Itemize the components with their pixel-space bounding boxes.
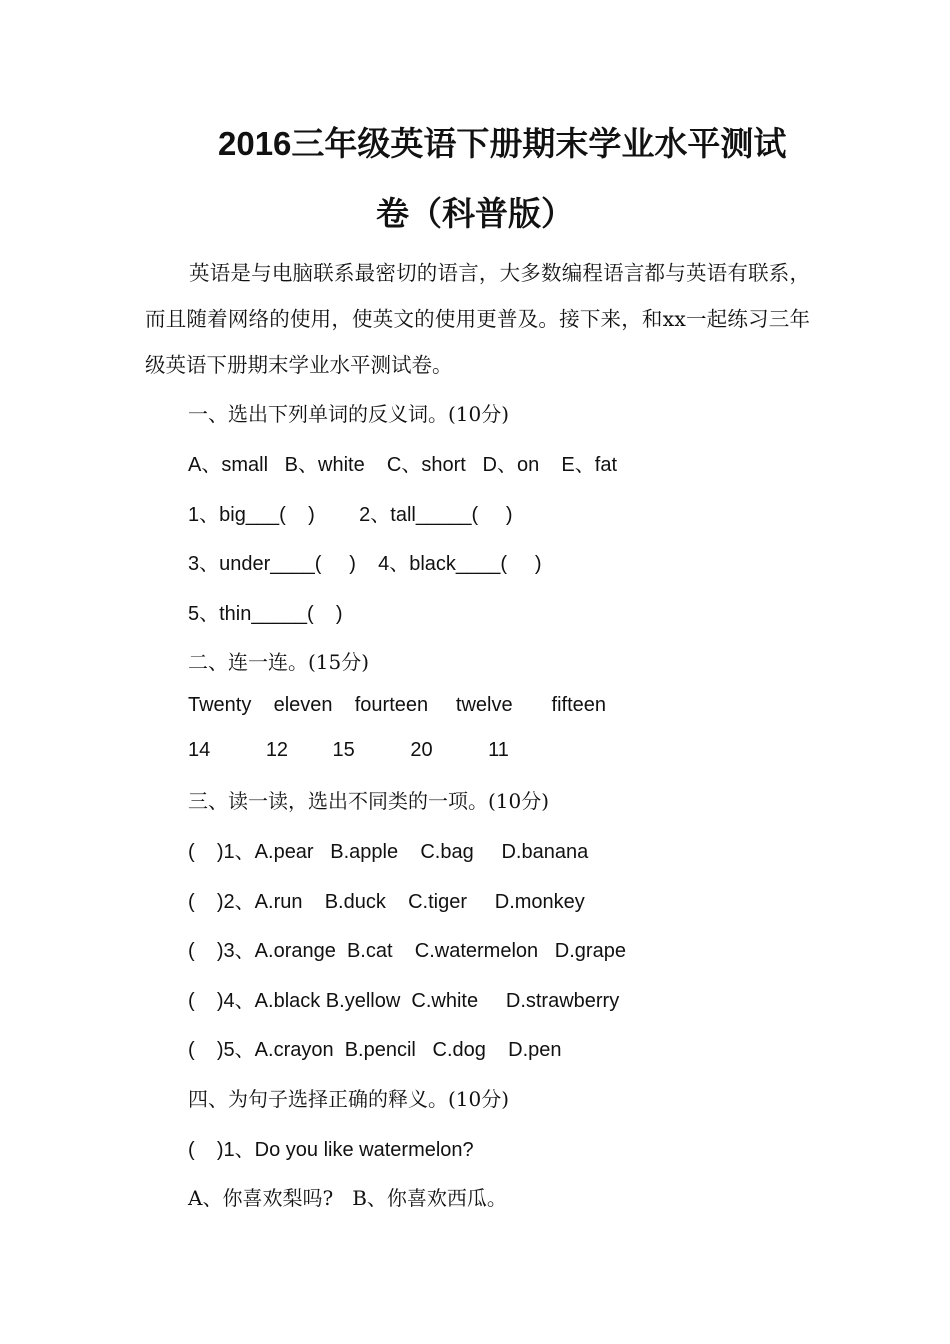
section-4-heading: 四、为句子选择正确的释义。(10分) (188, 1087, 510, 1111)
question-line: ( )1、Do you like watermelon? (188, 1139, 474, 1161)
question-line: 3、under____( ) 4、black____( ) (188, 553, 542, 575)
intro-paragraph: 英语是与电脑联系最密切的语言，大多数编程语言都与英语有联系，而且随着网络的使用，使英文的使用更普及。接下来，和xx一起练习三年级英语下册期末学业水平测试卷。 (145, 261, 810, 377)
document-title-line-2: 卷（科普版） (376, 195, 574, 232)
question-line: ( )3、A.orange B.cat C.watermelon D.grape (188, 940, 626, 962)
numbers-row: 14 12 15 20 11 (188, 739, 509, 761)
question-line: ( )2、A.run B.duck C.tiger D.monkey (188, 891, 585, 913)
document-title-line-1: 2016三年级英语下册期末学业水平测试 (218, 125, 787, 162)
words-row: Twenty eleven fourteen twelve fifteen (188, 694, 606, 716)
question-line: ( )1、A.pear B.apple C.bag D.banana (188, 841, 589, 863)
answer-options: A、你喜欢梨吗? B、你喜欢西瓜。 (188, 1186, 507, 1210)
section-1-heading: 一、选出下列单词的反义词。(10分) (188, 402, 510, 426)
question-line: ( )5、A.crayon B.pencil C.dog D.pen (188, 1039, 562, 1061)
section-1-options: A、small B、white C、short D、on E、fat (188, 454, 618, 476)
question-line: 5、thin_____( ) (188, 603, 343, 625)
section-2-heading: 二、连一连。(15分) (188, 650, 370, 674)
section-3-heading: 三、读一读，选出不同类的一项。(10分) (188, 789, 550, 813)
question-line: ( )4、A.black B.yellow C.white D.strawberry (188, 990, 620, 1012)
question-line: 1、big___( ) 2、tall_____( ) (188, 504, 513, 526)
